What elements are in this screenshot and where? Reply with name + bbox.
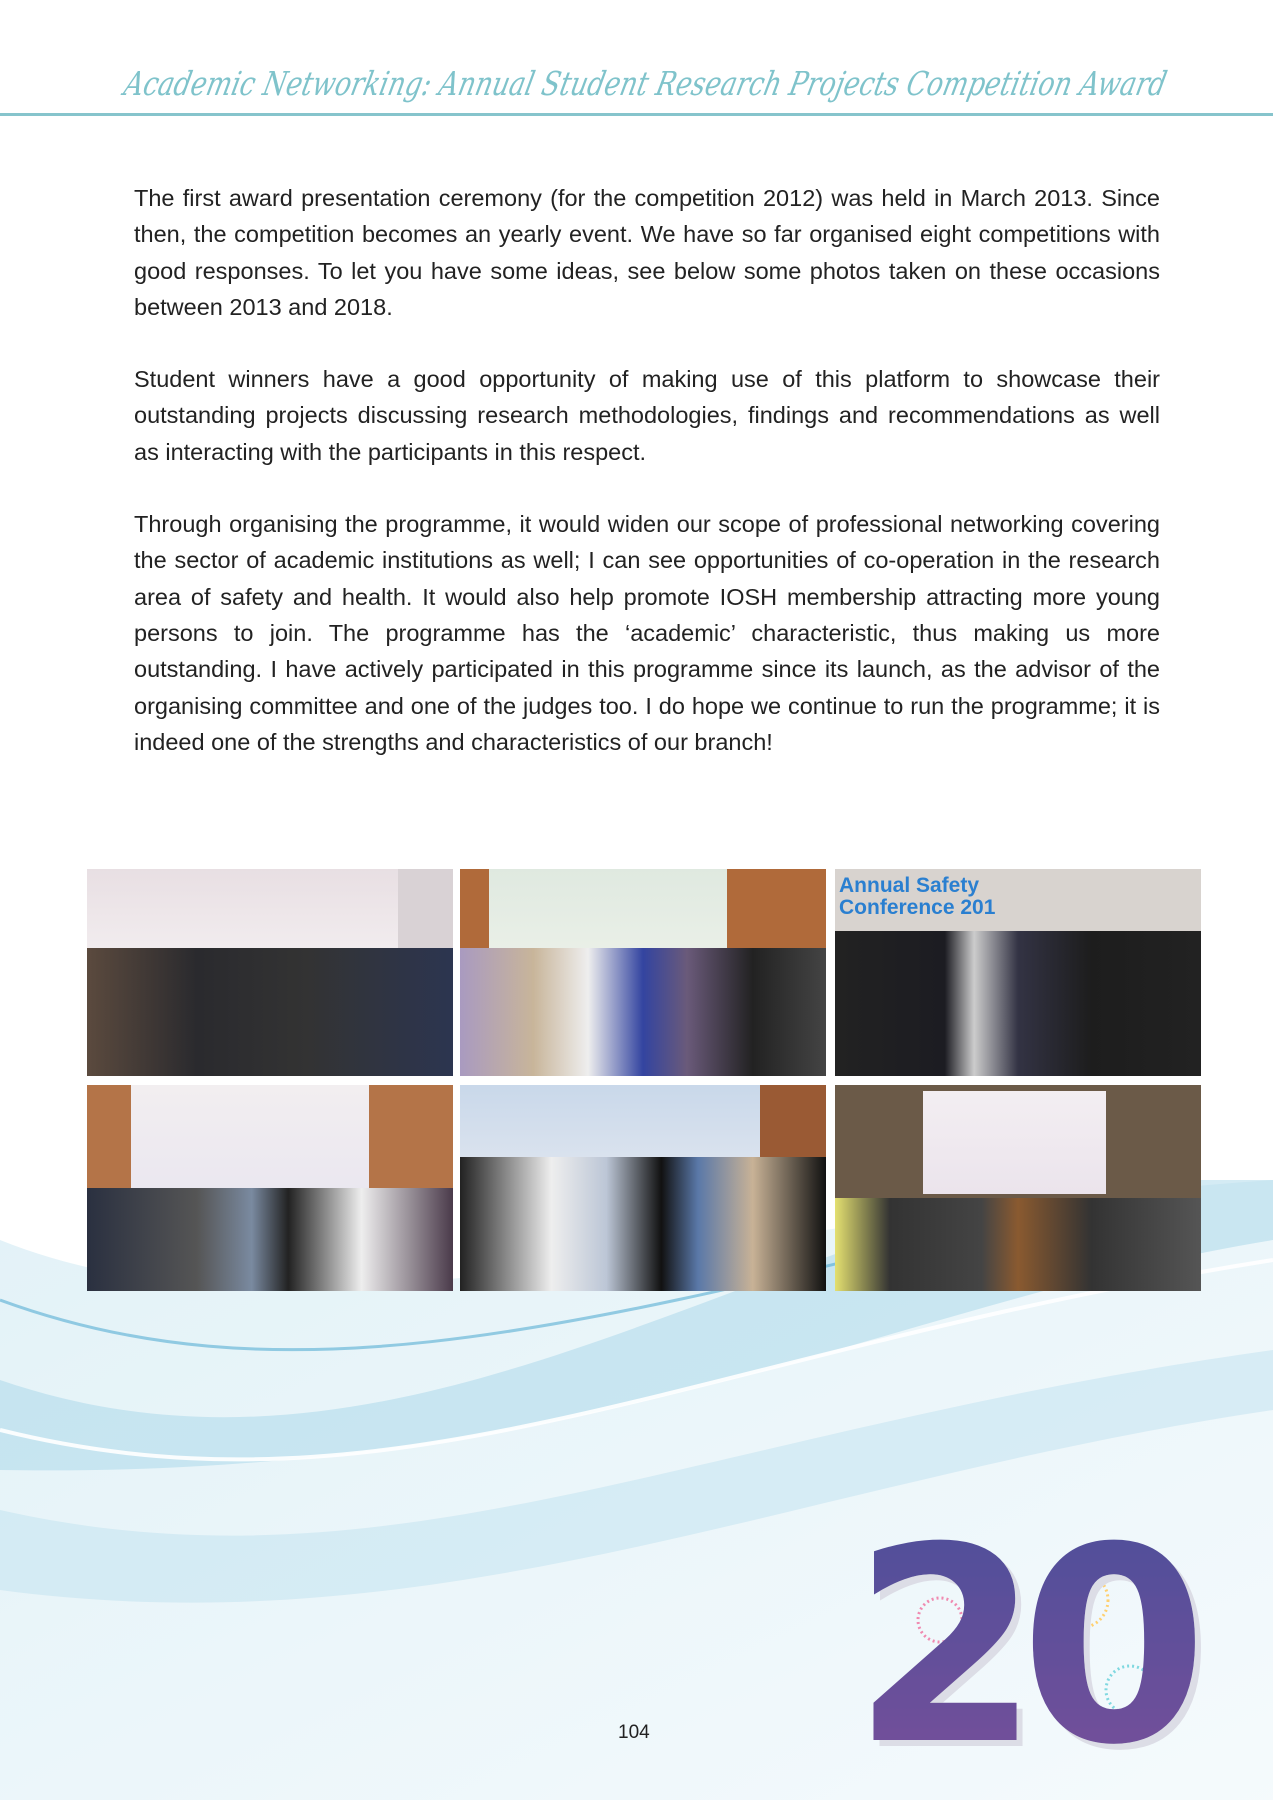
title-divider [0,113,1273,116]
page-title: Academic Networking: Annual Student Research Projects Competition Award [120,64,1171,103]
photo-caption: Annual Safety Conference 201 [839,874,996,919]
logo-text: 20 [852,1510,1188,1760]
photo-6 [835,1085,1201,1291]
photo-1 [87,869,453,1076]
paragraph: Through organising the programme, it would widen our scope of professional networking covering the sector of academic institutions as well; I can see opportunities of co-operation in the research area of safety and health. It would also help promote IOSH membership attracting more young persons to join. The programme has the ‘academic’ characteristic, thus making us more outstanding. I have actively participated in this programme since its launch, as the advisor of the organising committee and one of the judges too. I do hope we continue to run the programme; it is indeed one of the strengths and characteristics of our branch! [134,511,1160,755]
photo-4 [87,1085,453,1291]
page-number: 104 [618,1722,650,1743]
anniversary-20-logo [830,1510,1210,1760]
photo-5 [460,1085,826,1291]
paragraph: Student winners have a good opportunity of making use of this platform to showcase their outstanding projects discussing research methodologies, findings and recommendations as well as interacting with the participants in this respect. [134,366,1160,465]
photo-3 [835,869,1201,1076]
photo-2 [460,869,826,1076]
paragraph: The first award presentation ceremony (for the competition 2012) was held in March 2013. Since then, the competition becomes an yearly event. We have so far organised eight competitions with good responses. To let you have some ideas, see below some photos taken on these occasions between 2013 and 2018. [134,185,1160,320]
article-body [134,180,1160,796]
